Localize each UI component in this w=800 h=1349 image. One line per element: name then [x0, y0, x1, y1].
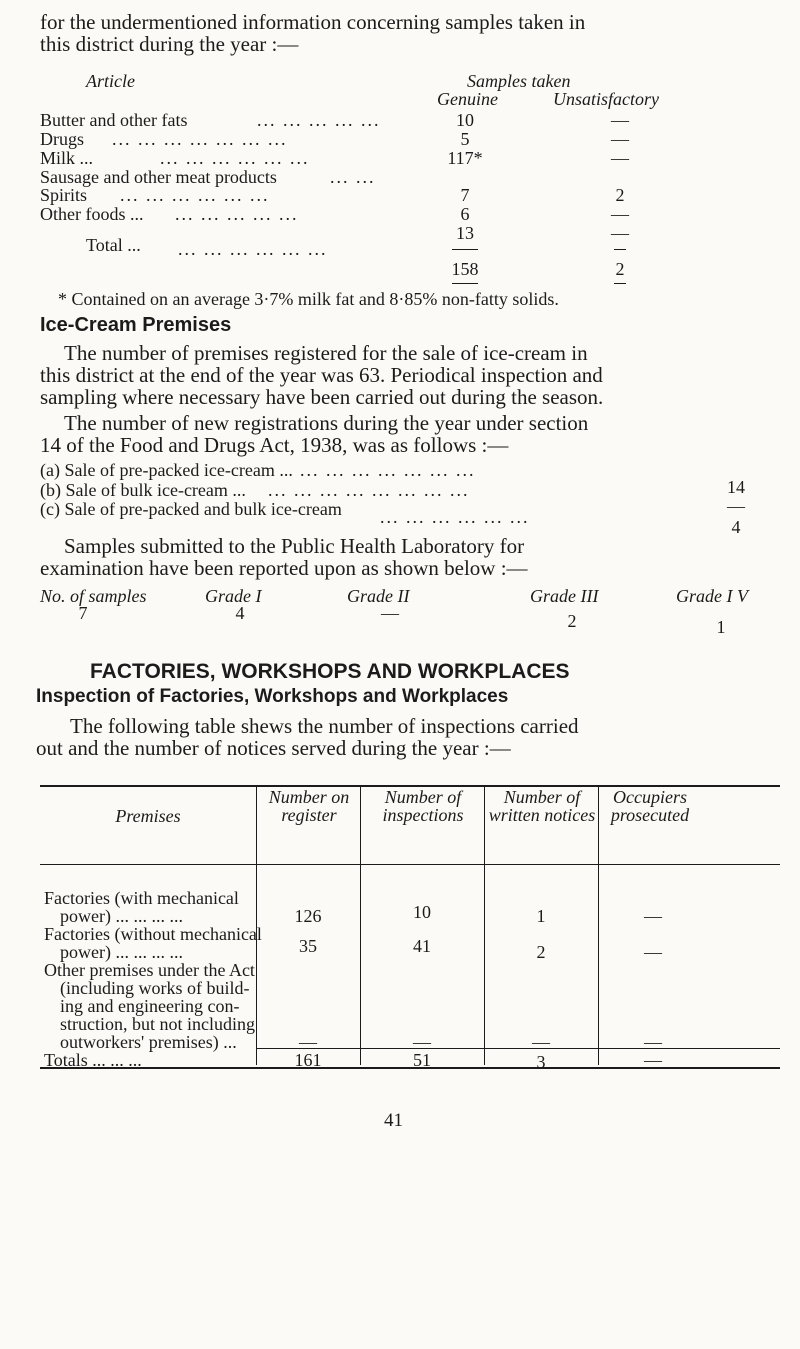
premises-line: outworkers' premises) ...	[60, 1032, 237, 1052]
header-bottom-border	[40, 864, 780, 865]
total-rule	[614, 249, 626, 250]
samples-total-label: Total ...	[86, 235, 141, 255]
prosecuted-value: —	[644, 942, 662, 962]
ice-cream-item-value: 14	[727, 477, 745, 497]
ice-cream-para-line: 14 of the Food and Drugs Act, 1938, was as follows :—	[40, 433, 509, 457]
factories-para-line: The following table shews the number of inspections carried	[70, 714, 579, 738]
samples-row	[40, 168, 277, 186]
register-value: 126	[294, 906, 322, 926]
premises-line: (including works of build-	[60, 978, 250, 998]
grade-label: Grade II	[347, 586, 410, 606]
ice-cream-item-label: (b) Sale of bulk ice-cream ...	[40, 480, 246, 500]
ice-cream-para-line: sampling where necessary have been carried out during the season.	[40, 385, 604, 409]
samples-total-unsatisfactory: 2	[615, 259, 625, 279]
grade-label: Grade I V	[676, 586, 748, 606]
ice-cream-heading: Ice-Cream Premises	[40, 314, 232, 336]
ice-cream-para-line: Samples submitted to the Public Health Laboratory for	[64, 534, 525, 558]
samples-footnote: * Contained on an average 3·7% milk fat and 8·85% non-fatty solids.	[58, 289, 559, 309]
row-genuine: 117*	[447, 148, 483, 168]
samples-row	[40, 149, 93, 167]
premises-line: Factories (without mechanical	[44, 924, 262, 944]
row-unsatisfactory: —	[611, 204, 629, 224]
total-underline	[452, 283, 478, 284]
col-divider	[598, 785, 599, 1065]
row-dots: ... ... ... ... ... ...	[120, 185, 270, 205]
table-header-notices: Number of written notices	[488, 787, 596, 825]
ice-cream-para-line: this district at the end of the year was 63. Periodical inspection and	[40, 363, 603, 387]
register-value: 35	[299, 936, 317, 956]
premises-line: Other premises under the Act	[44, 960, 255, 980]
notices-value: 2	[536, 942, 546, 962]
factories-subheading: Inspection of Factories, Workshops and Workplaces	[36, 686, 509, 707]
premises-line: struction, but not including	[60, 1014, 255, 1034]
samples-total-genuine: 158	[451, 259, 479, 279]
samples-taken-header: Samples taken	[467, 71, 571, 91]
col-divider	[360, 785, 361, 1065]
row-label: Drugs	[40, 129, 84, 149]
total-rule	[452, 249, 478, 250]
grade-value: 4	[235, 603, 245, 623]
table-header-premises: Premises	[115, 806, 181, 826]
row-unsatisfactory: 2	[615, 185, 625, 205]
grade-label: Grade I	[205, 586, 262, 606]
row-unsatisfactory: —	[611, 148, 629, 168]
factories-table	[40, 785, 800, 1085]
row-dots: ... ... ... ... ... ...	[160, 148, 310, 168]
row-genuine: 5	[460, 129, 470, 149]
notices-value: 1	[536, 906, 546, 926]
totals-label: Totals ... ... ...	[44, 1050, 142, 1070]
row-genuine: 10	[456, 110, 474, 130]
row-label: Sausage and other meat products	[40, 167, 277, 187]
row-unsatisfactory: —	[611, 129, 629, 149]
ice-cream-item-label: (c) Sale of pre-packed and bulk ice-cream	[40, 499, 342, 519]
row-genuine: 13	[456, 223, 474, 243]
prosecuted-value: —	[644, 906, 662, 926]
premises-line: ing and engineering con-	[60, 996, 240, 1016]
intro-line-1: for the undermentioned information concerning samples taken in	[40, 10, 586, 34]
premises-line: Factories (with mechanical	[44, 888, 239, 908]
samples-total-dots: ... ... ... ... ... ...	[178, 239, 328, 259]
ice-cream-item-value: —	[727, 496, 745, 516]
row-genuine: 7	[460, 185, 470, 205]
samples-row	[40, 130, 84, 148]
ice-cream-para-line: The number of new registrations during the year under section	[64, 411, 589, 435]
factories-heading: FACTORIES, WORKSHOPS AND WORKPLACES	[90, 660, 570, 683]
grade-value: 7	[78, 603, 88, 623]
table-header-prosecuted: Occupiers prosecuted	[610, 787, 690, 825]
premises-line: power) ... ... ... ...	[60, 906, 183, 926]
register-value: —	[299, 1032, 317, 1052]
factories-para-line: out and the number of notices served during the year :—	[36, 736, 511, 760]
grade-value: 1	[716, 617, 726, 637]
totals-inspections: 51	[413, 1050, 431, 1070]
ice-cream-para-line: examination have been reported upon as shown below :—	[40, 556, 528, 580]
premises-line: power) ... ... ... ...	[60, 942, 183, 962]
totals-prosecuted: —	[644, 1050, 662, 1070]
ice-cream-item-dots: ... ... ... ... ... ... ...	[300, 460, 476, 480]
inspections-value: 41	[413, 936, 431, 956]
ice-cream-item-value: 4	[731, 517, 741, 537]
row-dots: ... ... ... ... ... ... ...	[112, 129, 288, 149]
grade-value: 2	[567, 611, 577, 631]
grade-label: Grade III	[530, 586, 599, 606]
samples-unsatisfactory-header: Unsatisfactory	[553, 89, 659, 109]
samples-row	[40, 205, 143, 223]
row-dots: ... ...	[330, 167, 376, 187]
row-unsatisfactory: —	[611, 223, 629, 243]
row-label: Milk ...	[40, 148, 94, 168]
intro-line-2: this district during the year :—	[40, 32, 299, 56]
row-genuine: 6	[460, 204, 470, 224]
row-label: Spirits	[40, 185, 88, 205]
ice-cream-item-dots: ... ... ... ... ... ... ... ...	[268, 480, 470, 500]
samples-genuine-header: Genuine	[437, 89, 498, 109]
total-underline	[614, 283, 626, 284]
row-dots: ... ... ... ... ...	[257, 110, 381, 130]
table-header-register: Number on register	[268, 787, 350, 825]
totals-notices: 3	[536, 1052, 546, 1072]
col-divider	[484, 785, 485, 1065]
prosecuted-value: —	[644, 1032, 662, 1052]
page-number: 41	[384, 1110, 403, 1131]
notices-value: —	[532, 1032, 550, 1052]
inspections-value: —	[413, 1032, 431, 1052]
samples-row	[40, 186, 87, 204]
inspections-value: 10	[413, 902, 431, 922]
ice-cream-item-dots: ... ... ... ... ... ...	[380, 507, 530, 527]
row-dots: ... ... ... ... ...	[175, 204, 299, 224]
samples-row	[40, 111, 187, 129]
totals-register: 161	[294, 1050, 322, 1070]
row-unsatisfactory: —	[611, 110, 629, 130]
grade-label: No. of samples	[40, 586, 147, 606]
grade-value: —	[381, 603, 399, 623]
samples-article-header: Article	[86, 71, 135, 91]
ice-cream-item-label: (a) Sale of pre-packed ice-cream ...	[40, 460, 293, 480]
table-header-inspections: Number of inspections	[382, 787, 464, 825]
row-label: Butter and other fats	[40, 110, 188, 130]
row-label: Other foods ...	[40, 204, 144, 224]
ice-cream-para-line: The number of premises registered for the sale of ice-cream in	[64, 341, 588, 365]
